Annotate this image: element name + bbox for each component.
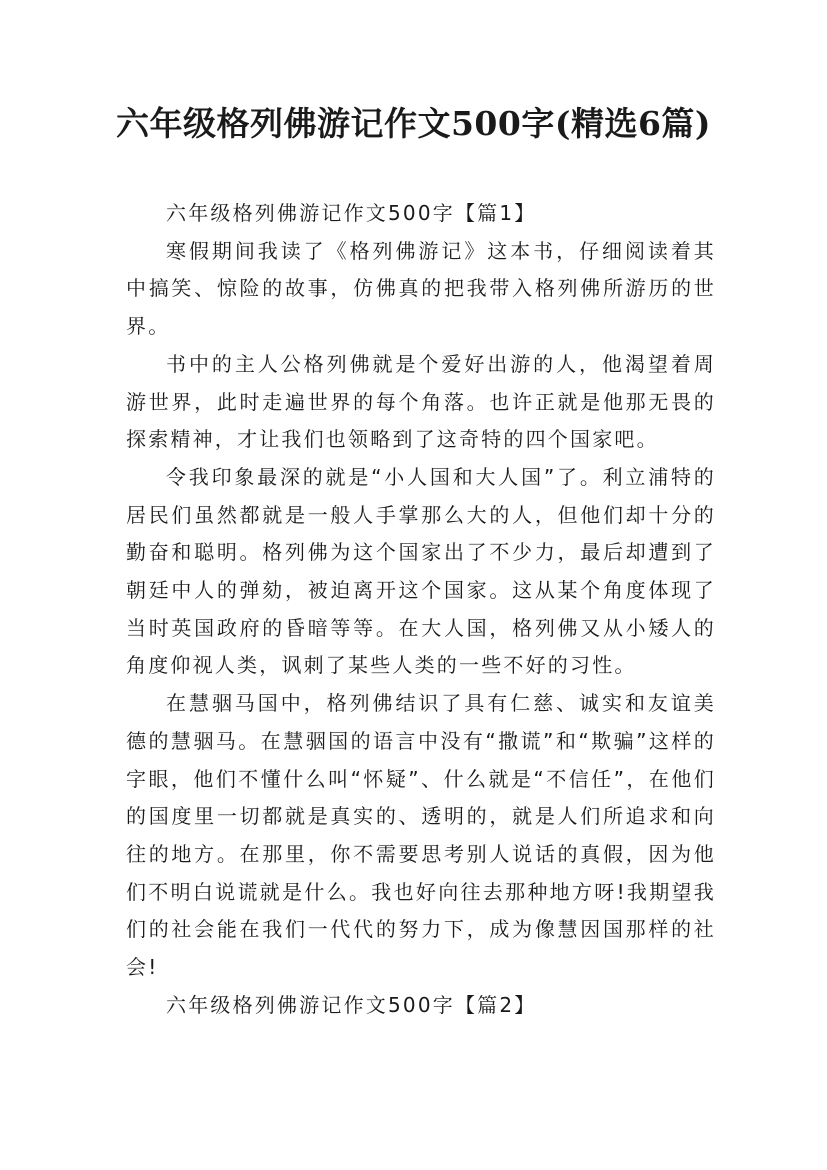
document-title: 六年级格列佛游记作文500字(精选6篇) — [115, 104, 712, 143]
section-heading-2: 六年级格列佛游记作文500字【篇2】 — [166, 992, 537, 1017]
document-body — [126, 195, 716, 1024]
paragraph-4: 在慧骃马国中，格列佛结识了具有仁慈、诚实和友谊美德的慧骃马。在慧骃国的语言中没有“撒谎”和“欺骗”这样的字眼，他们不懂什么叫“怀疑”、什么就是“不信任”，在他们的国度里一切都就是真实的、透明的，就是人们所追求和向往的地方。在那里，你不需要思考别人说话的真假，因为他们不明白说谎就是什么。我也好向往去那种地方呀!我期望我们的社会能在我们一代代的努力下，成为像慧因国那样的社会! — [126, 691, 716, 980]
paragraph-1: 寒假期间我读了《格列佛游记》这本书，仔细阅读着其中搞笑、惊险的故事，仿佛真的把我带入格列佛所游历的世界。 — [126, 238, 716, 339]
section-heading-1: 六年级格列佛游记作文500字【篇1】 — [166, 201, 537, 225]
paragraph-3: 令我印象最深的就是“小人国和大人国”了。利立浦特的居民们虽然都就是一般人手掌那么大的人，但他们却十分的勤奋和聪明。格列佛为这个国家出了不少力，最后却遭到了朝廷中人的弹劾，被迫离开这个国家。这从某个角度体现了当时英国政府的昏暗等等。在大人国，格列佛又从小矮人的角度仰视人类，讽刺了某些人类的一些不好的习性。 — [126, 464, 716, 678]
paragraph-2: 书中的主人公格列佛就是个爱好出游的人，他渴望着周游世界，此时走遍世界的每个角落。也许正就是他那无畏的探索精神，才让我们也领略到了这奇特的四个国家吧。 — [126, 351, 716, 452]
